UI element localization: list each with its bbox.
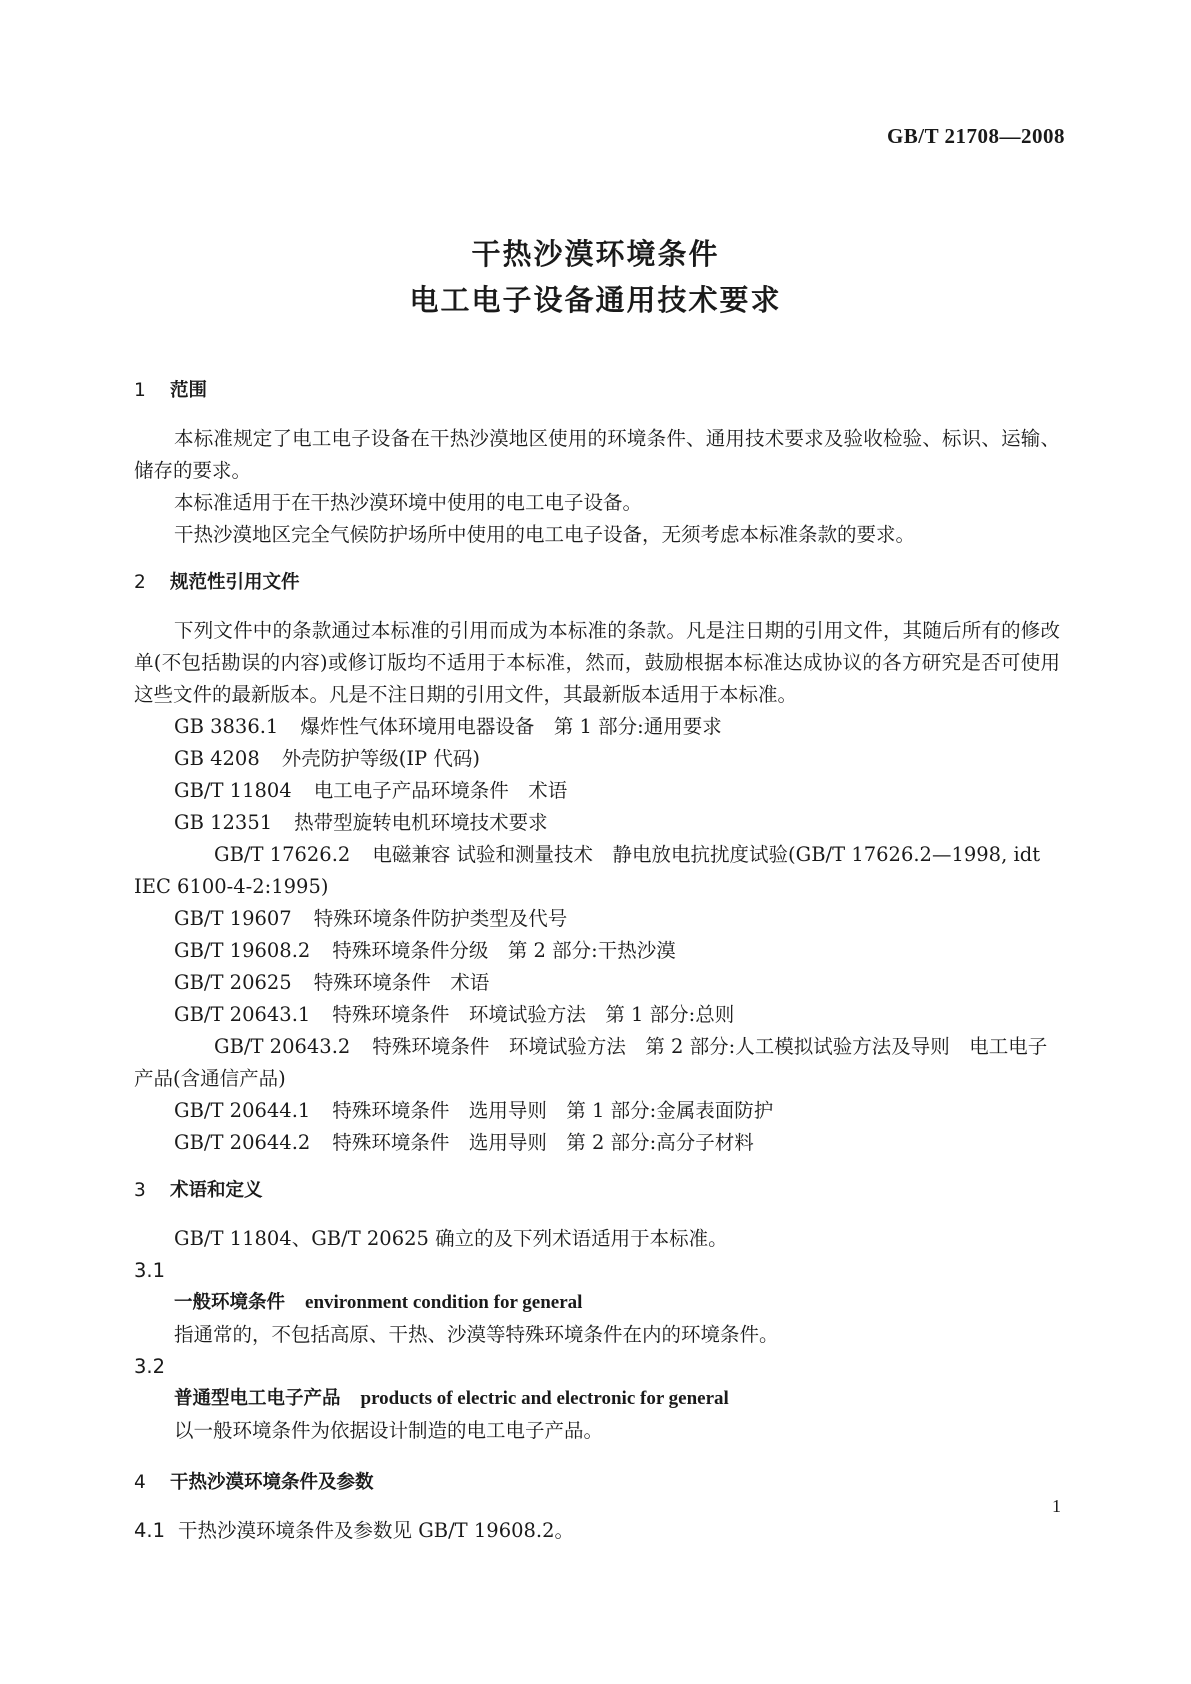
reference-title: 电工电子产品环境条件 术语 — [313, 779, 568, 802]
term-number: 3.1 — [134, 1259, 166, 1282]
reference-code: GB 3836.1 — [174, 715, 279, 738]
term-heading — [174, 1383, 1060, 1415]
section-2-heading — [134, 567, 1060, 599]
reference-code: GB/T 17626.2 — [214, 843, 351, 866]
reference-item — [174, 743, 1060, 775]
reference-item — [174, 903, 1060, 935]
reference-code: GB 4208 — [174, 747, 260, 770]
section-number: 3 — [134, 1180, 146, 1201]
document-title-line-2: 电工电子设备通用技术要求 — [409, 283, 782, 317]
reference-item — [174, 775, 1060, 807]
reference-code: GB 12351 — [174, 811, 273, 834]
reference-code: GB/T 11804 — [174, 779, 292, 802]
section-title: 干热沙漠环境条件及参数 — [170, 1472, 374, 1493]
reference-item — [174, 999, 1060, 1031]
reference-title: 特殊环境条件 术语 — [313, 971, 490, 994]
paragraph: 下列文件中的条款通过本标准的引用而成为本标准的条款。凡是注日期的引用文件，其随后所有的修改单(不包括勘误的内容)或修订版均不适用于本标准，然而，鼓励根据本标准达成协议的各方研究是否可使用这些文件的最新版本。凡是不注日期的引用文件，其最新版本适用于本标准。 — [134, 619, 1060, 706]
subclause-text: 干热沙漠环境条件及参数见 GB/T 19608.2。 — [178, 1519, 575, 1542]
section-title: 规范性引用文件 — [170, 572, 300, 593]
term-definition: 以一般环境条件为依据设计制造的电工电子产品。 — [174, 1419, 604, 1442]
reference-title: 电磁兼容 试验和测量技术 静电放电抗扰度试验(GB/T 17626.2—1998, idt IEC 6100-4-2:1995) — [134, 843, 1041, 898]
term-en: products of electric and electronic for general — [360, 1388, 729, 1409]
paragraph: 本标准适用于在干热沙漠环境中使用的电工电子设备。 — [174, 491, 643, 514]
page-number: 1 — [1052, 1496, 1061, 1516]
term-cn: 普通型电工电子产品 — [174, 1388, 341, 1409]
reference-code: GB/T 20625 — [174, 971, 292, 994]
standard-number: GB/T 21708—2008 — [886, 124, 1065, 148]
section-title: 术语和定义 — [170, 1180, 263, 1201]
reference-title: 特殊环境条件 选用导则 第 2 部分:高分子材料 — [332, 1131, 754, 1154]
reference-title: 特殊环境条件分级 第 2 部分:干热沙漠 — [332, 939, 676, 962]
reference-item — [134, 839, 1060, 903]
reference-title: 爆炸性气体环境用电器设备 第 1 部分:通用要求 — [300, 715, 722, 738]
reference-title: 特殊环境条件 环境试验方法 第 2 部分:人工模拟试验方法及导则 电工电子产品(含通信产品) — [134, 1035, 1048, 1090]
section-1-heading — [134, 375, 1060, 407]
reference-title: 热带型旋转电机环境技术要求 — [294, 811, 548, 834]
reference-code: GB/T 20644.2 — [174, 1131, 311, 1154]
reference-code: GB/T 19608.2 — [174, 939, 311, 962]
reference-item — [174, 935, 1060, 967]
reference-title: 特殊环境条件 环境试验方法 第 1 部分:总则 — [332, 1003, 735, 1026]
reference-code: GB/T 20643.2 — [214, 1035, 351, 1058]
reference-title: 外壳防护等级(IP 代码) — [281, 747, 480, 770]
reference-title: 特殊环境条件 选用导则 第 1 部分:金属表面防护 — [332, 1099, 774, 1122]
term-cn: 一般环境条件 — [174, 1292, 286, 1313]
reference-item — [174, 967, 1060, 999]
reference-item — [174, 1127, 1060, 1159]
paragraph: GB/T 11804、GB/T 20625 确立的及下列术语适用于本标准。 — [174, 1227, 728, 1250]
reference-item — [174, 1095, 1060, 1127]
reference-code: GB/T 20643.1 — [174, 1003, 311, 1026]
reference-code: GB/T 20644.1 — [174, 1099, 311, 1122]
section-number: 1 — [134, 380, 146, 401]
section-number: 2 — [134, 572, 146, 593]
section-number: 4 — [134, 1472, 146, 1493]
term-heading — [174, 1287, 1060, 1319]
term-definition: 指通常的，不包括高原、干热、沙漠等特殊环境条件在内的环境条件。 — [174, 1323, 779, 1346]
reference-item — [174, 711, 1060, 743]
term-number: 3.2 — [134, 1355, 166, 1378]
section-title: 范围 — [170, 380, 208, 401]
reference-title: 特殊环境条件防护类型及代号 — [313, 907, 568, 930]
subclause-number: 4.1 — [134, 1519, 166, 1542]
reference-item — [134, 1031, 1060, 1095]
document-title-line-1: 干热沙漠环境条件 — [471, 237, 720, 271]
paragraph: 本标准规定了电工电子设备在干热沙漠地区使用的环境条件、通用技术要求及验收检验、标识、运输、储存的要求。 — [134, 427, 1060, 482]
paragraph: 干热沙漠地区完全气候防护场所中使用的电工电子设备，无须考虑本标准条款的要求。 — [174, 523, 916, 546]
reference-list — [134, 711, 1060, 1159]
section-4-heading — [134, 1467, 1060, 1499]
term-en: environment condition for general — [305, 1292, 583, 1313]
document-body — [134, 375, 1060, 1547]
reference-code: GB/T 19607 — [174, 907, 292, 930]
subclause — [134, 1515, 1060, 1547]
section-3-heading — [134, 1175, 1060, 1207]
reference-item — [174, 807, 1060, 839]
